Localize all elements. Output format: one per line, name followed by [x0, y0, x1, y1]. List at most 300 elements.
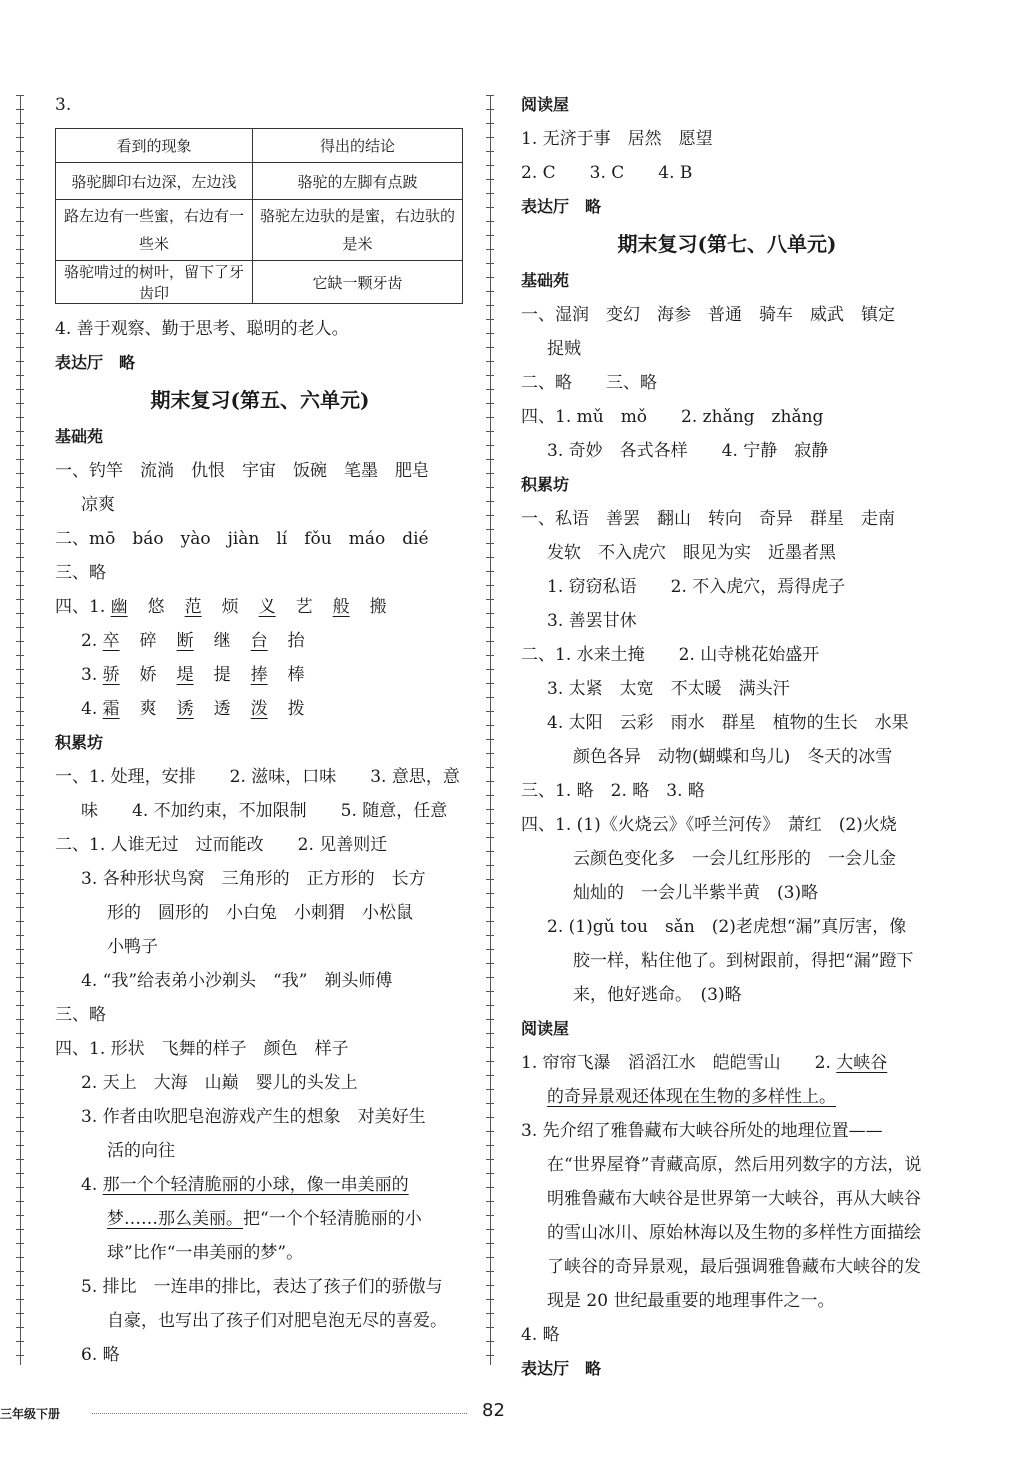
- border-tick: [486, 193, 494, 194]
- border-tick: [486, 991, 494, 992]
- border-tick: [16, 739, 24, 740]
- border-tick: [486, 459, 494, 460]
- answer-line: 5. 排比 一连串的排比，表达了孩子们的骄傲与: [81, 1277, 443, 1297]
- char-word: 悠: [147, 597, 165, 617]
- border-tick: [486, 1075, 494, 1076]
- border-tick: [486, 711, 494, 712]
- border-tick: [486, 935, 494, 936]
- border-tick: [486, 557, 494, 558]
- border-tick: [16, 1229, 24, 1230]
- border-tick: [486, 851, 494, 852]
- border-tick: [486, 1313, 494, 1314]
- answer-line: 了峡谷的奇异景观，最后强调雅鲁藏布大峡谷的发: [547, 1257, 921, 1277]
- answer-line: 三、略: [55, 1005, 106, 1025]
- answer-line: 明雅鲁藏布大峡谷是世界第一大峡谷，再从大峡谷: [547, 1189, 921, 1209]
- border-tick: [486, 473, 494, 474]
- border-tick: [16, 319, 24, 320]
- border-tick: [16, 431, 24, 432]
- section-label: 阅读屋: [521, 95, 570, 114]
- border-tick: [486, 1299, 494, 1300]
- border-tick: [486, 1187, 494, 1188]
- char-word: 堤: [176, 665, 194, 685]
- border-tick: [16, 1341, 24, 1342]
- border-tick: [486, 361, 494, 362]
- border-tick: [16, 963, 24, 964]
- section-title: 期末复习(第七、八单元): [617, 232, 837, 256]
- border-tick: [16, 193, 24, 194]
- border-tick: [16, 1243, 24, 1244]
- border-tick: [486, 1145, 494, 1146]
- border-tick: [486, 501, 494, 502]
- char-word: 搬: [369, 597, 387, 617]
- char-word: 范: [184, 597, 202, 617]
- border-tick: [486, 1117, 494, 1118]
- border-tick: [16, 809, 24, 810]
- char-row: [55, 624, 465, 658]
- section-label: 表达厅 略: [55, 353, 136, 372]
- border-tick: [486, 921, 494, 922]
- border-tick: [486, 109, 494, 110]
- border-tick: [486, 1257, 494, 1258]
- border-tick: [16, 1005, 24, 1006]
- char-word: 烦: [221, 597, 239, 617]
- char-row: [55, 692, 465, 726]
- border-tick: [16, 1131, 24, 1132]
- border-tick: [486, 1061, 494, 1062]
- border-tick: [486, 837, 494, 838]
- border-tick: [16, 571, 24, 572]
- border-tick: [16, 375, 24, 376]
- border-tick: [16, 1173, 24, 1174]
- border-tick: [16, 459, 24, 460]
- left-margin-border: [16, 95, 24, 1365]
- border-tick: [16, 403, 24, 404]
- section-label: 表达厅 略: [521, 197, 602, 216]
- border-tick: [16, 851, 24, 852]
- answer-line: 四、1. (1)《火烧云》《呼兰河传》 萧红 (2)火烧: [521, 815, 897, 835]
- border-tick: [16, 1075, 24, 1076]
- border-tick: [16, 837, 24, 838]
- border-tick: [16, 1313, 24, 1314]
- border-tick: [16, 207, 24, 208]
- page-number: 82: [482, 1400, 505, 1421]
- answer-line: 2. (1)gǔ tou sǎn (2)老虎想“漏”真厉害，像: [547, 917, 907, 937]
- border-tick: [486, 277, 494, 278]
- border-tick: [16, 123, 24, 124]
- border-tick: [486, 627, 494, 628]
- border-tick: [486, 1201, 494, 1202]
- border-tick: [16, 641, 24, 642]
- answer-line: 二、1. 水来土掩 2. 山寺桃花始盛开: [521, 645, 820, 665]
- answer-line: 一、私语 善罢 翻山 转向 奇异 群星 走南: [521, 509, 895, 529]
- char-word: 爽: [139, 699, 157, 719]
- answer-line: 捉贼: [547, 339, 581, 359]
- border-tick: [16, 1215, 24, 1216]
- border-tick: [486, 305, 494, 306]
- char-word: 拨: [287, 699, 305, 719]
- char-word: 般: [332, 597, 350, 617]
- border-tick: [486, 963, 494, 964]
- border-tick: [486, 1005, 494, 1006]
- border-tick: [16, 95, 24, 96]
- answer-line: 现是 20 世纪最重要的地理事件之一。: [547, 1291, 835, 1311]
- answer-text: 把“一个个轻清脆丽的小: [243, 1209, 422, 1229]
- border-tick: [16, 235, 24, 236]
- border-tick: [16, 753, 24, 754]
- border-tick: [16, 1019, 24, 1020]
- border-tick: [486, 865, 494, 866]
- border-tick: [486, 95, 494, 96]
- section-label: 基础苑: [55, 427, 104, 446]
- border-tick: [16, 893, 24, 894]
- char-word: 透: [213, 699, 231, 719]
- answer-line: 一、钓竿 流淌 仇恨 宇宙 饭碗 笔墨 肥皂: [55, 461, 429, 481]
- answer-line: 球”比作“一串美丽的梦”。: [107, 1243, 304, 1263]
- border-tick: [486, 977, 494, 978]
- border-tick: [486, 949, 494, 950]
- border-tick: [16, 543, 24, 544]
- pinyin-line: 二、mō báo yào jiàn lí fǒu máo dié: [55, 529, 429, 549]
- answer-line: 3. 各种形状鸟窝 三角形的 正方形的 长方: [81, 869, 426, 889]
- answer-line: 2. 天上 大海 山巅 婴儿的头发上: [81, 1073, 358, 1093]
- char-word: 诱: [176, 699, 194, 719]
- answer-line: 2. C 3. C 4. B: [521, 163, 693, 183]
- border-tick: [16, 557, 24, 558]
- char-word: 抬: [287, 631, 305, 651]
- border-tick: [486, 753, 494, 754]
- border-tick: [16, 1187, 24, 1188]
- border-tick: [486, 347, 494, 348]
- border-tick: [16, 487, 24, 488]
- border-tick: [16, 879, 24, 880]
- border-tick: [486, 543, 494, 544]
- border-tick: [16, 473, 24, 474]
- border-tick: [16, 795, 24, 796]
- border-tick: [16, 977, 24, 978]
- section-label: 积累坊: [55, 733, 104, 752]
- footer-dotted-line: [92, 1413, 467, 1414]
- border-tick: [486, 487, 494, 488]
- border-tick: [486, 641, 494, 642]
- border-tick: [486, 907, 494, 908]
- border-tick: [16, 165, 24, 166]
- char-word: 艺: [295, 597, 313, 617]
- border-tick: [16, 697, 24, 698]
- answer-line: [55, 1168, 465, 1202]
- border-tick: [486, 767, 494, 768]
- border-tick: [16, 1327, 24, 1328]
- border-tick: [16, 1033, 24, 1034]
- answer-line: 4. 太阳 云彩 雨水 群星 植物的生长 水果: [547, 713, 909, 733]
- answer-line: 1. 无济于事 居然 愿望: [521, 129, 713, 149]
- border-tick: [486, 1327, 494, 1328]
- answer-line: 灿灿的 一会儿半紫半黄 (3)略: [573, 883, 819, 903]
- border-tick: [16, 935, 24, 936]
- border-tick: [16, 347, 24, 348]
- border-tick: [486, 1019, 494, 1020]
- answer-line: 自豪，也写出了孩子们对肥皂泡无尽的喜爱。: [107, 1311, 447, 1331]
- border-tick: [16, 991, 24, 992]
- section-title: 期末复习(第五、六单元): [150, 388, 370, 412]
- answer-line: 形的 圆形的 小白兔 小刺猬 小松鼠: [107, 903, 413, 923]
- border-tick: [16, 1061, 24, 1062]
- border-tick: [486, 1033, 494, 1034]
- border-tick: [16, 515, 24, 516]
- table-row: [56, 200, 463, 261]
- section-label: 积累坊: [521, 475, 570, 494]
- border-tick: [16, 627, 24, 628]
- char-word: 卒: [102, 631, 120, 651]
- char-word: 棒: [287, 665, 305, 685]
- answer-line: 在“世界屋脊”青藏高原，然后用列数字的方法，说: [547, 1155, 922, 1175]
- char-word: 骄: [102, 665, 120, 685]
- border-tick: [486, 221, 494, 222]
- answer-line: 发软 不入虎穴 眼见为实 近墨者黑: [547, 543, 836, 563]
- border-tick: [16, 263, 24, 264]
- border-tick: [486, 599, 494, 600]
- border-tick: [16, 907, 24, 908]
- answer-line: 1. 窃窃私语 2. 不入虎穴，焉得虎子: [547, 577, 846, 597]
- border-tick: [486, 291, 494, 292]
- border-tick: [16, 1159, 24, 1160]
- border-tick: [16, 249, 24, 250]
- answer-line: 小鸭子: [107, 937, 158, 957]
- border-tick: [486, 697, 494, 698]
- border-tick: [486, 179, 494, 180]
- border-tick: [486, 151, 494, 152]
- border-tick: [16, 1089, 24, 1090]
- border-tick: [486, 1285, 494, 1286]
- answer-line: [55, 1202, 465, 1236]
- answer-text: 1. 帘帘飞瀑 滔滔江水 皑皑雪山 2.: [521, 1053, 831, 1073]
- border-tick: [486, 1159, 494, 1160]
- border-tick: [16, 1257, 24, 1258]
- border-tick: [16, 1355, 24, 1356]
- border-tick: [16, 361, 24, 362]
- table-cell: 路左边有一些蜜，右边有一些米: [56, 200, 253, 261]
- item-number: 4.: [81, 699, 98, 719]
- border-tick: [16, 417, 24, 418]
- border-tick: [486, 319, 494, 320]
- char-word: 断: [176, 631, 194, 651]
- answer-line: 3. 善罢甘休: [547, 611, 637, 631]
- border-tick: [16, 1285, 24, 1286]
- right-column: [521, 88, 933, 1386]
- answer-line: 颜色各异 动物(蝴蝶和鸟儿) 冬天的冰雪: [573, 747, 893, 767]
- border-tick: [486, 879, 494, 880]
- observation-table: [55, 128, 463, 304]
- border-tick: [486, 809, 494, 810]
- answer-line: 3. 先介绍了雅鲁藏布大峡谷所处的地理位置——: [521, 1121, 883, 1141]
- border-tick: [486, 263, 494, 264]
- answer-line: 四、1. 形状 飞舞的样子 颜色 样子: [55, 1039, 349, 1059]
- item-number: 2.: [81, 631, 98, 651]
- border-tick: [16, 501, 24, 502]
- table-header: 得出的结论: [253, 129, 463, 163]
- border-tick: [486, 1271, 494, 1272]
- border-tick: [16, 1117, 24, 1118]
- grade-label: 三年级下册: [0, 1407, 61, 1421]
- section-label: 阅读屋: [521, 1019, 570, 1038]
- table-cell: 骆驼啃过的树叶，留下了牙齿印: [56, 261, 253, 304]
- border-tick: [486, 571, 494, 572]
- border-tick: [486, 1229, 494, 1230]
- border-tick: [486, 123, 494, 124]
- pinyin-line: 四、1. mǔ mǒ 2. zhǎng zhǎng: [521, 407, 824, 427]
- border-tick: [16, 179, 24, 180]
- border-tick: [16, 1201, 24, 1202]
- border-tick: [486, 1341, 494, 1342]
- border-tick: [16, 1145, 24, 1146]
- border-tick: [486, 823, 494, 824]
- answer-line: 胶一样，粘住他了。到树跟前，得把“漏”蹬下: [573, 951, 914, 971]
- answer-line: [521, 1080, 933, 1114]
- answer-line: 的雪山冰川、原始林海以及生物的多样性方面描绘: [547, 1223, 921, 1243]
- border-tick: [486, 1131, 494, 1132]
- answer-line: 来，他好逃命。 (3)略: [573, 985, 742, 1005]
- border-tick: [16, 585, 24, 586]
- border-tick: [486, 137, 494, 138]
- border-tick: [16, 1271, 24, 1272]
- char-row: [55, 590, 465, 624]
- border-tick: [486, 1243, 494, 1244]
- answer-line: 4. 略: [521, 1325, 560, 1345]
- border-tick: [16, 921, 24, 922]
- answer-line: 4. 善于观察、勤于思考、聪明的老人。: [55, 319, 349, 339]
- border-tick: [16, 865, 24, 866]
- table-cell: 它缺一颗牙齿: [253, 261, 463, 304]
- left-column: [55, 88, 465, 1372]
- answer-line: 云颜色变化多 一会儿红彤彤的 一会儿金: [573, 849, 896, 869]
- border-tick: [486, 403, 494, 404]
- table-row: [56, 163, 463, 200]
- border-tick: [16, 221, 24, 222]
- border-tick: [486, 725, 494, 726]
- border-tick: [16, 781, 24, 782]
- border-tick: [486, 1089, 494, 1090]
- border-tick: [486, 249, 494, 250]
- answer-line: 一、湿润 变幻 海参 普通 骑车 威武 镇定: [521, 305, 895, 325]
- border-tick: [16, 109, 24, 110]
- table-row: [56, 261, 463, 304]
- answer-line: 3. 太紧 太宽 不太暖 满头汗: [547, 679, 790, 699]
- border-tick: [486, 417, 494, 418]
- char-word: 捧: [250, 665, 268, 685]
- char-word: 义: [258, 597, 276, 617]
- answer-line: 二、1. 人谁无过 过而能改 2. 见善则迁: [55, 835, 388, 855]
- border-tick: [486, 613, 494, 614]
- char-word: 泼: [250, 699, 268, 719]
- table-cell: 骆驼左边驮的是蜜，右边驮的是米: [253, 200, 463, 261]
- border-tick: [486, 333, 494, 334]
- border-tick: [16, 1103, 24, 1104]
- center-divider-border: [486, 95, 494, 1365]
- border-tick: [16, 529, 24, 530]
- answer-line: 凉爽: [81, 495, 115, 515]
- border-tick: [16, 655, 24, 656]
- border-tick: [16, 725, 24, 726]
- answer-line: 3. 作者由吹肥皂泡游戏产生的想象 对美好生: [81, 1107, 426, 1127]
- answer-line: [521, 1046, 933, 1080]
- answer-line: 4. “我”给表弟小沙剃头 “我” 剃头师傅: [81, 971, 393, 991]
- table-cell: 骆驼脚印右边深，左边浅: [56, 163, 253, 200]
- answer-line: 三、1. 略 2. 略 3. 略: [521, 781, 705, 801]
- border-tick: [16, 445, 24, 446]
- answer-line: 活的向往: [107, 1141, 175, 1161]
- question-3-label: 3.: [55, 95, 72, 115]
- answer-line: 味 4. 不加约束，不加限制 5. 随意，任意: [81, 801, 448, 821]
- border-tick: [16, 767, 24, 768]
- char-word: 霜: [102, 699, 120, 719]
- underlined-answer: 那一个个轻清脆丽的小球，像一串美丽的: [102, 1175, 409, 1195]
- answer-line: 二、略 三、略: [521, 373, 657, 393]
- border-tick: [16, 305, 24, 306]
- border-tick: [486, 235, 494, 236]
- underlined-answer: 梦……那么美丽。: [107, 1209, 243, 1229]
- section-label: 表达厅 略: [521, 1359, 602, 1378]
- table-cell: 骆驼的左脚有点跛: [253, 163, 463, 200]
- item-number: 四、1.: [55, 597, 106, 617]
- border-tick: [486, 669, 494, 670]
- border-tick: [486, 1355, 494, 1356]
- char-word: 幽: [110, 597, 128, 617]
- border-tick: [486, 795, 494, 796]
- border-tick: [16, 711, 24, 712]
- border-tick: [16, 1299, 24, 1300]
- border-tick: [16, 291, 24, 292]
- border-tick: [486, 739, 494, 740]
- border-tick: [486, 431, 494, 432]
- border-tick: [486, 893, 494, 894]
- border-tick: [486, 1047, 494, 1048]
- answer-line: 三、略: [55, 563, 106, 583]
- char-row: [55, 658, 465, 692]
- border-tick: [486, 165, 494, 166]
- border-tick: [486, 515, 494, 516]
- border-tick: [16, 949, 24, 950]
- border-tick: [486, 1173, 494, 1174]
- border-tick: [16, 683, 24, 684]
- border-tick: [16, 151, 24, 152]
- border-tick: [16, 669, 24, 670]
- border-tick: [486, 445, 494, 446]
- char-word: 继: [213, 631, 231, 651]
- border-tick: [486, 585, 494, 586]
- section-label: 基础苑: [521, 271, 570, 290]
- border-tick: [16, 599, 24, 600]
- border-tick: [16, 1047, 24, 1048]
- border-tick: [486, 683, 494, 684]
- border-tick: [486, 529, 494, 530]
- border-tick: [16, 823, 24, 824]
- answer-line: 6. 略: [81, 1345, 120, 1365]
- char-word: 台: [250, 631, 268, 651]
- char-word: 娇: [139, 665, 157, 685]
- border-tick: [486, 1103, 494, 1104]
- border-tick: [486, 389, 494, 390]
- border-tick: [16, 333, 24, 334]
- border-tick: [16, 389, 24, 390]
- border-tick: [16, 277, 24, 278]
- char-word: 提: [213, 665, 231, 685]
- border-tick: [16, 137, 24, 138]
- item-number: 4.: [81, 1175, 98, 1195]
- border-tick: [486, 207, 494, 208]
- border-tick: [486, 655, 494, 656]
- border-tick: [486, 781, 494, 782]
- underlined-answer: 大峡谷: [836, 1053, 888, 1073]
- border-tick: [486, 375, 494, 376]
